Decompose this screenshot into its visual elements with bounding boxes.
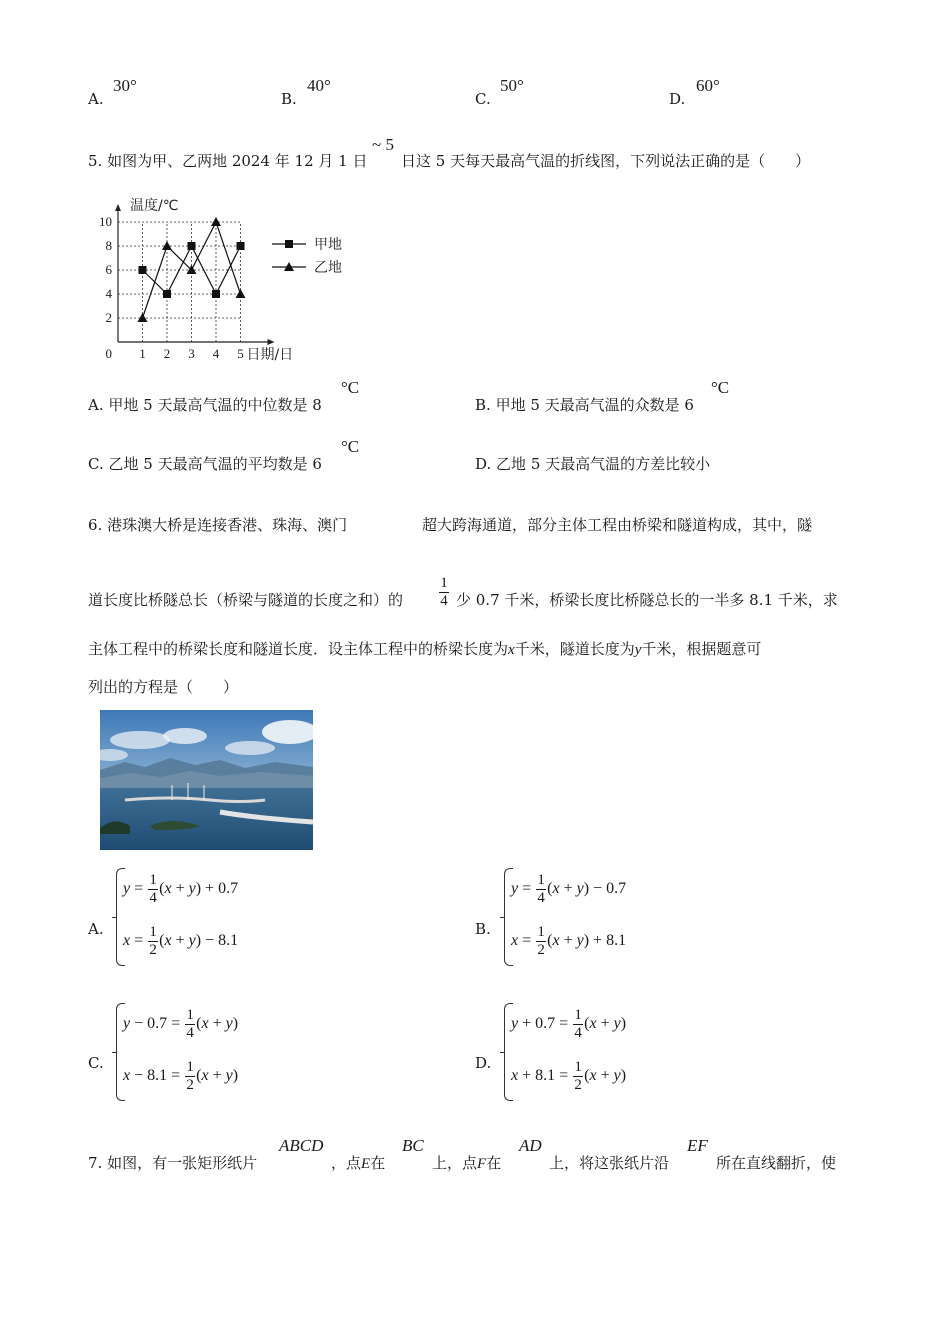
q6-line3-b: 千米，隧道长度为	[514, 640, 635, 658]
q5-option-c-unit: °C	[341, 437, 360, 456]
q7-point-e: E	[361, 1156, 371, 1172]
q5-stem-range: ~ 5	[372, 135, 394, 154]
q6-line3	[88, 638, 761, 659]
bridge-photo	[100, 710, 313, 850]
q4-option-c-label: C.	[475, 90, 491, 108]
x-axis-title: 日期/日	[246, 347, 294, 363]
x-tick-label: 2	[163, 346, 171, 361]
q6-b-eq2: x = $\frac{1}{2}$ (x + y) + 8.1	[511, 924, 627, 958]
q4-option-a-label: A.	[88, 90, 104, 108]
x-tick-label: 5	[237, 346, 244, 361]
q6-line1-b: 超大跨海通道，部分主体工程由桥梁和隧道构成，其中，隧	[422, 516, 813, 534]
q7-seg-ad: AD	[519, 1136, 542, 1155]
q7-part4-text: 上，点	[432, 1154, 478, 1172]
x-tick-label: 1	[139, 346, 146, 361]
q4-option-d-value: 60°	[696, 76, 720, 95]
q5-option-a-unit: °C	[341, 378, 360, 397]
x-tick-label: 3	[188, 346, 195, 361]
y-axis-arrow	[115, 204, 121, 211]
q6-a-eq2: x = $\frac{1}{2}$ (x + y) − 8.1	[123, 924, 239, 958]
q5-option-a-text: 甲地 5 天最高气温的中位数是 8	[108, 396, 322, 414]
q5-option-b-unit: °C	[711, 378, 730, 397]
q6-option-b-label: B.	[475, 920, 491, 938]
q6-option-c-label: C.	[88, 1054, 104, 1072]
legend-label: 乙地	[314, 260, 342, 276]
q6-option-d-label: D.	[475, 1054, 492, 1072]
chart-labels	[99, 197, 293, 363]
x-axis-arrow	[268, 339, 275, 345]
q5-option-b-text: 甲地 5 天最高气温的众数是 6	[495, 396, 694, 414]
q6-option-a-label: A.	[88, 920, 104, 938]
q6-a-eq1: y = $\frac{1}{4}$ (x + y) + 0.7	[123, 872, 239, 906]
q7-part3-text: 在	[370, 1154, 386, 1172]
q5-option-a-label: A.	[88, 396, 104, 414]
q6-b-eq1: y = $\frac{1}{4}$ (x + y) − 0.7	[511, 872, 627, 906]
temperature-line-chart	[90, 190, 360, 370]
q6-c-eq2: x − 8.1 = $\frac{1}{2}$ (x + y)	[123, 1059, 239, 1093]
y-tick-label: 8	[105, 238, 112, 253]
q7-part4	[432, 1152, 501, 1173]
data-point	[211, 217, 221, 226]
q6-line3-a: 主体工程中的桥梁长度和隧道长度．设主体工程中的桥梁长度为	[88, 640, 509, 658]
q6-fraction-denominator: 4	[440, 593, 448, 609]
chart-legend	[272, 236, 342, 276]
q7-point-f: F	[477, 1156, 487, 1172]
q6-c-eq1: y − 0.7 = $\frac{1}{4}$ (x + y)	[123, 1007, 239, 1041]
q7-part5-text: 在	[486, 1154, 502, 1172]
q5-option-d	[475, 453, 710, 474]
y-axis-title: 温度/℃	[130, 198, 179, 214]
data-point	[237, 242, 245, 250]
q7-part6: 上，将这张纸片沿	[549, 1154, 670, 1172]
q4-option-b-value: 40°	[307, 76, 331, 95]
chart-axes	[115, 204, 275, 345]
origin-label: 0	[105, 346, 112, 361]
q6-line3-c: 千米，根据题意可	[641, 640, 762, 658]
q6-var-x: x	[508, 642, 515, 658]
q5-option-c-text: 乙地 5 天最高气温的平均数是 6	[108, 455, 322, 473]
q4-option-c-value: 50°	[500, 76, 524, 95]
legend-marker	[285, 240, 293, 248]
q7-rect: ABCD	[279, 1136, 324, 1155]
q7-part2	[331, 1152, 385, 1173]
q4-option-b-label: B.	[281, 90, 297, 108]
legend-label: 甲地	[314, 237, 342, 253]
data-point	[138, 313, 148, 322]
q6-line4: 列出的方程是（ ）	[88, 678, 239, 696]
data-point	[236, 289, 246, 298]
q5-option-c	[88, 453, 322, 474]
x-tick-label: 4	[212, 346, 220, 361]
y-tick-label: 4	[105, 286, 112, 301]
y-tick-label: 6	[105, 262, 112, 277]
q5-option-c-label: C.	[88, 455, 104, 473]
q7-part1: 7. 如图，有一张矩形纸片	[88, 1154, 258, 1172]
q5-option-b-label: B.	[475, 396, 491, 414]
q6-d-eq2: x + 8.1 = $\frac{1}{2}$ (x + y)	[511, 1059, 627, 1093]
q6-line2-b: 少 0.7 千米，桥梁长度比桥隧总长的一半多 8.1 千米，求	[456, 591, 838, 609]
q5-option-b	[475, 394, 694, 415]
q7-part2-text: ，点	[331, 1154, 362, 1172]
q7-seg-bc: BC	[402, 1136, 424, 1155]
q6-fraction-numerator: 1	[440, 575, 448, 591]
q6-line1-a: 6. 港珠澳大桥是连接香港、珠海、澳门	[88, 516, 348, 534]
q7-part7: 所在直线翻折，使	[716, 1154, 837, 1172]
q4-option-d-label: D.	[669, 90, 686, 108]
data-point	[163, 290, 171, 298]
q6-line2-a: 道长度比桥隧总长（桥梁与隧道的长度之和）的	[88, 591, 404, 609]
q5-option-d-label: D.	[475, 455, 492, 473]
q7-seg-ef: EF	[687, 1136, 708, 1155]
y-tick-label: 10	[99, 214, 112, 229]
q5-stem-part1: 5. 如图为甲、乙两地 2024 年 12 月 1 日	[88, 152, 368, 170]
data-point	[139, 266, 147, 274]
q4-option-a-value: 30°	[113, 76, 137, 95]
q6-d-eq1: y + 0.7 = $\frac{1}{4}$ (x + y)	[511, 1007, 627, 1041]
q5-stem-part2: 日这 5 天每天最高气温的折线图，下列说法正确的是（ ）	[401, 152, 811, 170]
q5-option-d-text: 乙地 5 天最高气温的方差比较小	[496, 455, 711, 473]
data-point	[212, 290, 220, 298]
q6-fraction-one-quarter	[439, 576, 449, 609]
data-point	[162, 241, 172, 250]
y-tick-label: 2	[105, 310, 112, 325]
q6-var-y: y	[634, 642, 642, 658]
q5-option-a	[88, 394, 322, 415]
data-point	[188, 242, 196, 250]
